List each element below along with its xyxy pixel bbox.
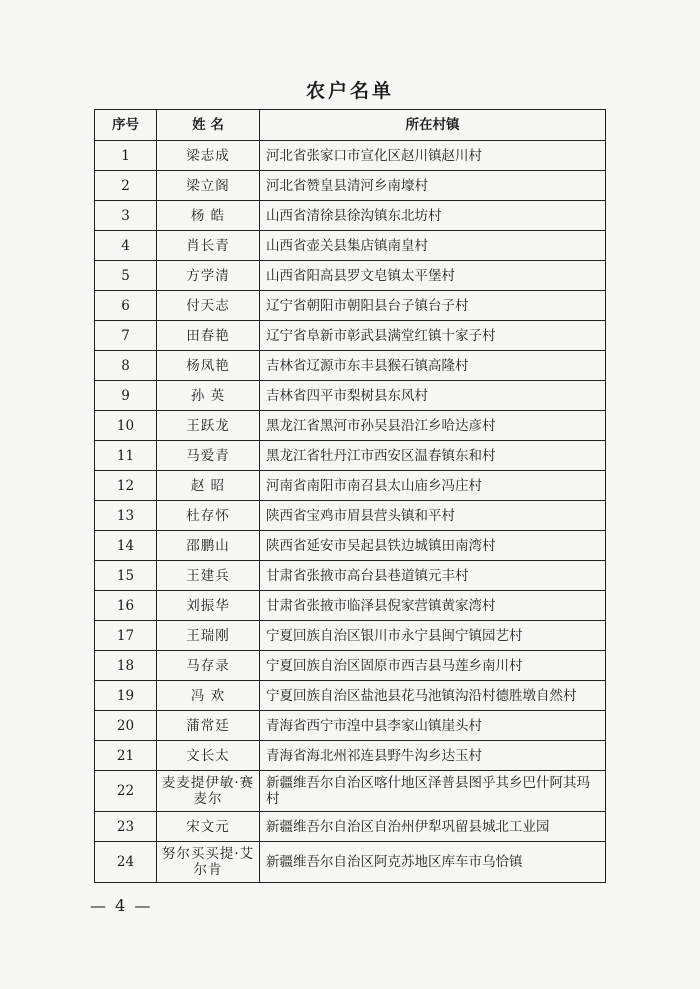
row-name-cell: 宋文元 [157,812,260,842]
header-village: 所在村镇 [260,110,606,141]
row-village-cell: 山西省壶关县集店镇南皇村 [260,231,606,261]
row-village-cell: 山西省阳高县罗文皂镇太平堡村 [260,261,606,291]
row-name-cell: 方学清 [157,261,260,291]
page-number: — 4 — [90,896,153,915]
row-village-cell: 吉林省四平市梨树县东风村 [260,381,606,411]
row-village-cell: 辽宁省阜新市彰武县满堂红镇十家子村 [260,321,606,351]
row-index-cell: 18 [95,651,157,681]
row-index-cell: 8 [95,351,157,381]
row-index-cell: 16 [95,591,157,621]
table-row [95,381,606,411]
row-name-cell: 梁志成 [157,141,260,171]
row-index-cell: 21 [95,741,157,771]
row-name-cell: 文长太 [157,741,260,771]
row-index-cell: 6 [95,291,157,321]
table-row [95,812,606,842]
table-row [95,501,606,531]
row-index-cell: 9 [95,381,157,411]
row-village-cell: 辽宁省朝阳市朝阳县台子镇台子村 [260,291,606,321]
header-index: 序号 [95,110,157,141]
row-index-cell: 2 [95,171,157,201]
row-index-cell: 22 [95,771,157,812]
row-village-cell: 新疆维吾尔自治区自治州伊犁巩留县城北工业园 [260,812,606,842]
page-title: 农户名单 [305,80,394,102]
row-village-cell: 青海省西宁市湟中县李家山镇崖头村 [260,711,606,741]
row-index-cell: 12 [95,471,157,501]
table-row [95,321,606,351]
row-village-cell: 宁夏回族自治区盐池县花马池镇沟沿村德胜墩自然村 [260,681,606,711]
farmer-list-table [94,109,606,883]
table-row [95,771,606,812]
table-row [95,531,606,561]
row-village-cell: 宁夏回族自治区固原市西吉县马莲乡南川村 [260,651,606,681]
table-row [95,231,606,261]
row-name-cell: 马爱青 [157,441,260,471]
row-name-cell: 马存录 [157,651,260,681]
table-row [95,842,606,883]
row-village-cell: 陕西省延安市吴起县铁边城镇田南湾村 [260,531,606,561]
row-index-cell: 15 [95,561,157,591]
row-name-cell: 蒲常廷 [157,711,260,741]
row-index-cell: 4 [95,231,157,261]
row-index-cell: 24 [95,842,157,883]
row-name-cell: 杨 皓 [157,201,260,231]
row-index-cell: 20 [95,711,157,741]
row-village-cell: 新疆维吾尔自治区喀什地区泽普县图乎其乡巴什阿其玛村 [260,771,606,812]
table-row [95,411,606,441]
row-village-cell: 甘肃省张掖市临泽县倪家营镇黄家湾村 [260,591,606,621]
table-header-row [95,110,606,141]
row-village-cell: 黑龙江省牡丹江市西安区温春镇东和村 [260,441,606,471]
row-index-cell: 14 [95,531,157,561]
row-name-cell: 肖长青 [157,231,260,261]
table-row [95,621,606,651]
row-name-cell: 梁立阁 [157,171,260,201]
row-index-cell: 11 [95,441,157,471]
row-village-cell: 河南省南阳市南召县太山庙乡冯庄村 [260,471,606,501]
row-name-cell: 王跃龙 [157,411,260,441]
row-name-cell: 付天志 [157,291,260,321]
row-index-cell: 17 [95,621,157,651]
row-name-cell: 孙 英 [157,381,260,411]
table-row [95,651,606,681]
row-index-cell: 23 [95,812,157,842]
row-village-cell: 河北省张家口市宣化区赵川镇赵川村 [260,141,606,171]
row-name-cell: 王瑞刚 [157,621,260,651]
table-row [95,471,606,501]
row-index-cell: 7 [95,321,157,351]
row-index-cell: 10 [95,411,157,441]
row-village-cell: 新疆维吾尔自治区阿克苏地区库车市乌恰镇 [260,842,606,883]
row-name-cell: 刘振华 [157,591,260,621]
table-row [95,711,606,741]
table-row [95,741,606,771]
row-name-cell: 田春艳 [157,321,260,351]
row-village-cell: 青海省海北州祁连县野牛沟乡达玉村 [260,741,606,771]
table-row [95,561,606,591]
header-name: 姓 名 [157,110,260,141]
table-row [95,201,606,231]
row-index-cell: 5 [95,261,157,291]
table-row [95,591,606,621]
row-name-cell: 邵鹏山 [157,531,260,561]
row-index-cell: 1 [95,141,157,171]
table-row [95,291,606,321]
table-row [95,171,606,201]
table-row [95,441,606,471]
row-name-cell: 努尔买买提·艾尔肯 [157,842,260,883]
row-village-cell: 宁夏回族自治区银川市永宁县闽宁镇园艺村 [260,621,606,651]
row-name-cell: 冯 欢 [157,681,260,711]
table-row [95,351,606,381]
row-village-cell: 黑龙江省黑河市孙吴县沿江乡哈达彦村 [260,411,606,441]
row-name-cell: 麦麦提伊敏·赛麦尔 [157,771,260,812]
row-index-cell: 13 [95,501,157,531]
row-village-cell: 河北省赞皇县清河乡南壕村 [260,171,606,201]
row-index-cell: 3 [95,201,157,231]
row-village-cell: 陕西省宝鸡市眉县营头镇和平村 [260,501,606,531]
row-name-cell: 王建兵 [157,561,260,591]
table-row [95,261,606,291]
row-village-cell: 甘肃省张掖市高台县巷道镇元丰村 [260,561,606,591]
row-name-cell: 赵 昭 [157,471,260,501]
row-village-cell: 山西省清徐县徐沟镇东北坊村 [260,201,606,231]
table-row [95,681,606,711]
table-row [95,141,606,171]
row-index-cell: 19 [95,681,157,711]
row-name-cell: 杨凤艳 [157,351,260,381]
row-name-cell: 杜存怀 [157,501,260,531]
row-village-cell: 吉林省辽源市东丰县猴石镇高隆村 [260,351,606,381]
